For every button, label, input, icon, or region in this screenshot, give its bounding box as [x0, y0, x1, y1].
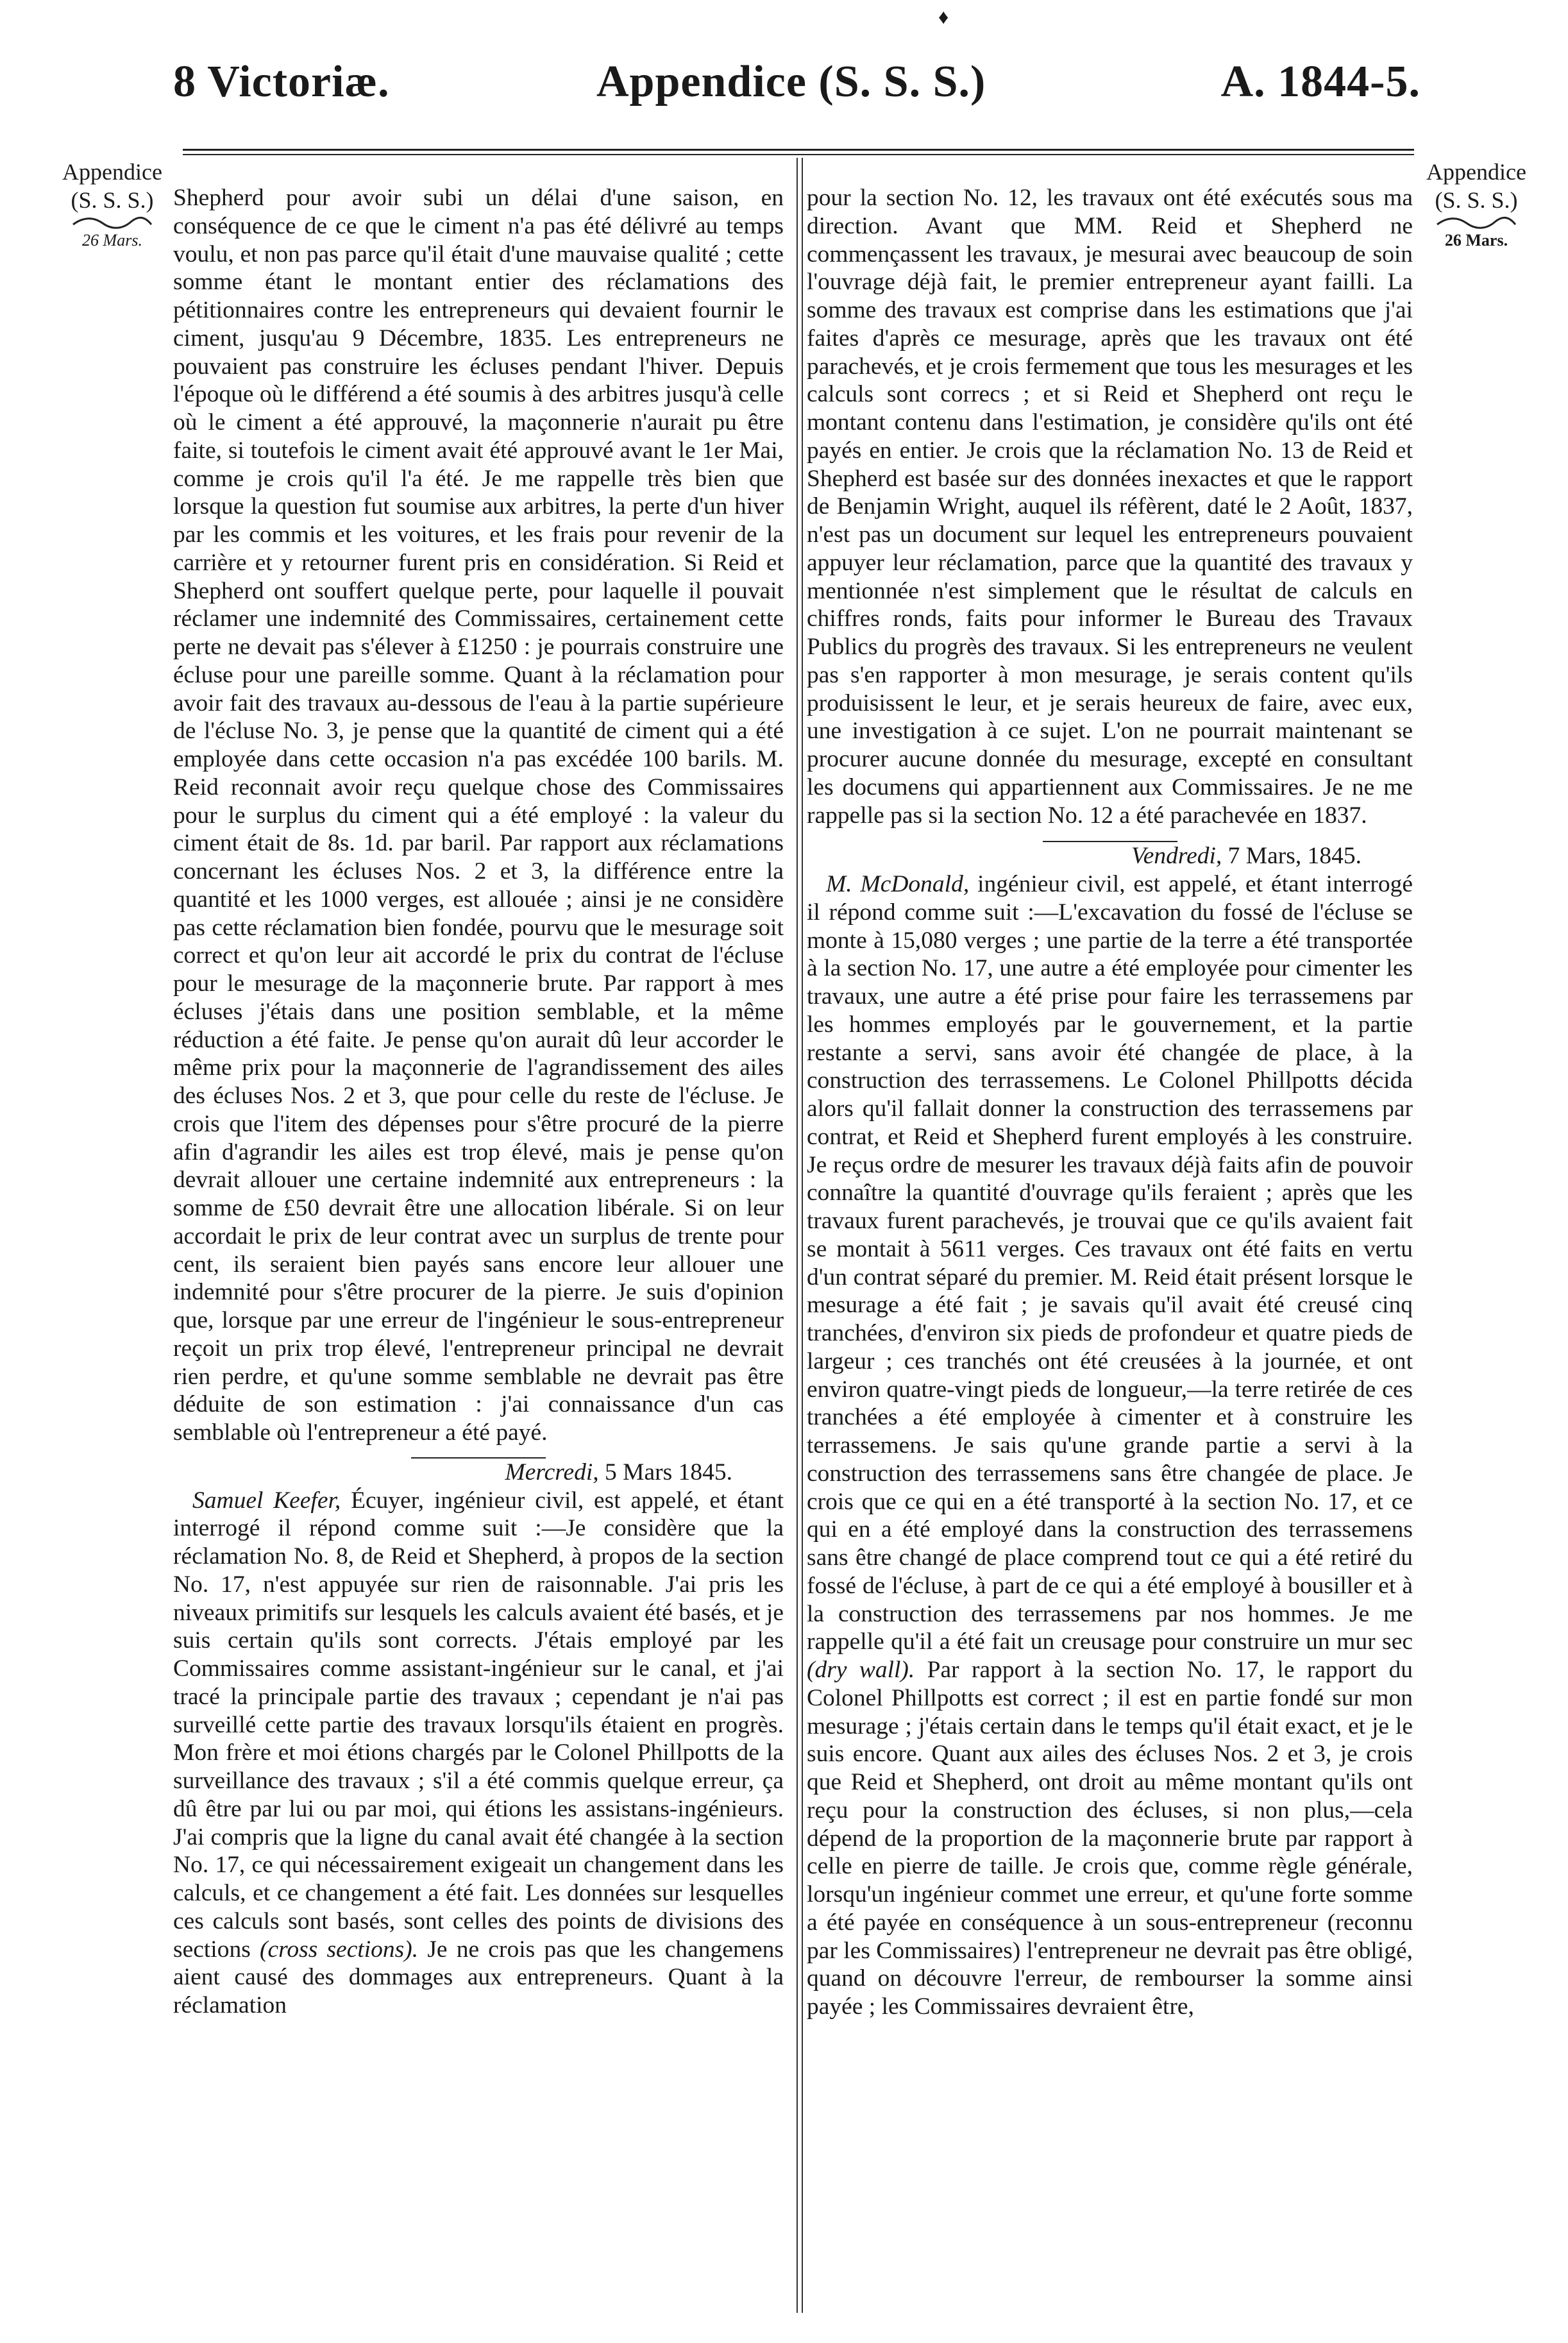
header-rule-thick	[183, 149, 1414, 151]
witness-name: Samuel Keefer,	[192, 1487, 341, 1514]
margin-note-left-date: 26 Mars.	[82, 231, 142, 250]
margin-note-left	[38, 158, 186, 251]
right-column	[807, 184, 1413, 2021]
margin-note-right	[1406, 158, 1547, 251]
right-date-rest: 7 Mars, 1845.	[1227, 843, 1361, 870]
margin-note-left-title: Appendice	[62, 159, 162, 185]
right-paragraph-1: pour la section No. 12, les travaux ont été exécutés sous ma direction. Avant que MM. Reid et Shepherd ne commençassent les travaux, je mesurai avec beaucoup de soin l'ouvrage déjà fait, le premier entrepreneur ayant failli. La somme des travaux est comprise dans les estimations que j'ai faites d'après ce mesurage, après que les travaux ont été parachevés, et je crois fermement que tous les mesurages et les calculs sont correcs ; et si Reid et Shepherd ont reçu le montant contenu dans l'estimation, je considère qu'ils ont été payés en entier. Je crois que la réclamation No. 13 de Reid et Shepherd est basée sur des données inexactes et que le rapport de Benjamin Wright, auquel ils réfèrent, daté le 2 Août, 1837, n'est pas un document sur lequel les entrepreneurs pouvaient appuyer leur réclamation, parce que la quantité des travaux y mentionnée n'est simplement que le résultat de calculs en chiffres ronds, faits pour informer le Bureau des Travaux Publics du progrès des travaux. Si les entrepreneurs ne veulent pas s'en rapporter à mon mesurage, je serais content qu'ils produisissent le leur, et je serais heureux de faire, avec eux, une investigation à ce sujet. L'on ne pourrait maintenant se procurer aucune donnée du mesurage, excepté en consultant les documens qui appartiennent aux Commissaires. Je ne me rappelle pas si la section No. 12 a été parachevée en 1837.	[807, 185, 1413, 829]
left-paragraph-2-text: Écuyer, ingénieur civil, est appelé, et étant interrogé il répond comme suit :—Je considère que la réclamation No. 8, de Reid et Shepherd, à propos de la section No. 17, n'est appuyée sur rien de raisonnable. J'ai pris les niveaux primitifs sur lesquels les calculs avaient été basés, et je suis certain qu'ils sont corrects. J'étais employé par les Commissaires comme assistant-ingénieur sur le canal, et j'ai tracé la principale partie des travaux ; cependant je n'ai pas surveillé cette partie des travaux lorsqu'ils étaient en progrès. Mon frère et moi étions chargés par le Colonel Phillpotts de la surveillance des travaux ; s'il a été commis quelque erreur, ça dû être par lui ou par moi, qui étions les assistans-ingénieurs. J'ai compris que la ligne du canal avait été changée à la section No. 17, ce qui nécessairement exigeait un changement dans les calculs, et ce changement a été fait. Les données sur lesquelles ces calculs sont basés, sont celles des points de divisions des sections	[173, 1487, 784, 1963]
right-paragraph-2-end: Par rapport à la section No. 17, le rapport du Colonel Phillpotts est correct ; il est en partie fondé sur mon mesurage ; j'étais certain dans le temps qu'il était exact, et je le suis encore. Quant aux ailes des écluses Nos. 2 et 3, je crois que Reid et Shepherd, ont droit au même montant qu'ils ont reçu pour la construction des écluses, si non plus,—cela dépend de la proportion de la maçonnerie brute par rapport à celle en pierre de taille. Je crois que, comme règle générale, lorsqu'un ingénieur commet une erreur, et qu'une forte somme a été payée en conséquence à un sous-entrepreneur (reconnu par les Commissaires) l'entrepreneur ne devrait pas être obligé, quand on découvre l'erreur, de rembourser la somme ainsi payée ; les Commissaires devraient être,	[807, 1657, 1413, 2020]
right-date-heading	[807, 842, 1413, 870]
right-paragraph-2	[807, 870, 1413, 2021]
margin-note-right-ref: (S. S. S.)	[1435, 187, 1518, 213]
left-date-day: Mercredi,	[505, 1459, 599, 1485]
left-date-heading	[173, 1459, 784, 1487]
margin-note-right-title: Appendice	[1426, 159, 1526, 185]
header-rule-thin	[183, 154, 1414, 155]
header-center: Appendice (S. S. S.)	[596, 57, 986, 106]
left-italic-term: (cross sections).	[260, 1936, 419, 1963]
right-italic-term: (dry wall).	[807, 1657, 915, 1683]
right-paragraph-2-text: ingénieur civil, est appelé, et étant interrogé il répond comme suit :—L'excavation du fossé de l'écluse se monte à 15,080 verges ; une partie de la terre a été transportée à la section No. 17, une autre a été employée pour cimenter les travaux, une autre a été prise pour faire les terrassemens par les hommes employés par le gouvernement, et la partie restante a servi, sans avoir été changée de place, à la construction des terrassemens. Le Colonel Phillpotts décida alors qu'il fallait donner la construction des terrassemens par contrat, et Reid et Shepherd furent employés à les construire. Je reçus ordre de mesurer les travaux déjà faits afin de pouvoir connaître la quantité d'ouvrage qu'ils feraient ; après que les travaux furent parachevés, je trouvai que ce qu'ils avaient fait se montait à 5611 verges. Ces travaux ont été faits en vertu d'un contrat séparé du premier. M. Reid était présent lorsque le mesurage a été fait ; je savais qu'il avait été creusé cinq tranchées, d'environ six pieds de profondeur et quatre pieds de largeur ; ces tranchés ont été creusées à la journée, et ont environ quatre-vingt pieds de longueur,—la terre retirée de ces tranchées a été employée à cimenter et à construire les terrassemens. Je sais qu'une grande partie a servi à la construction des terrassemens sans être changée de place. Je crois que ce qui en a été transporté à la section No. 17, et ce qui en a été employé dans la construction des terrassemens sans être changé de place comprend tout ce qui a été retiré du fossé de l'écluse, à part de ce qui a été employé à bousiller et à la construction des terrassemens par nos hommes. Je me rappelle qu'il a été fait un creusage pour construire un mur sec	[807, 871, 1413, 1655]
left-column	[173, 184, 784, 2020]
witness-name: M. McDonald,	[826, 871, 970, 897]
header-left: 8 Victoriæ.	[173, 57, 390, 106]
right-date-day: Vendredi,	[1131, 843, 1222, 870]
flourish-icon	[71, 216, 154, 230]
left-date-rest: 5 Mars 1845.	[605, 1459, 732, 1485]
column-divider-left	[797, 158, 798, 2313]
margin-note-left-ref: (S. S. S.)	[71, 187, 154, 213]
left-paragraph-2-end: Je ne crois pas que les changemens aient causé des dommages aux entrepreneurs. Quant à la réclamation	[173, 1936, 784, 2018]
left-paragraph-1: Shepherd pour avoir subi un délai d'une saison, en conséquence de ce que le ciment n'a pas été délivré au temps voulu, et non pas parce qu'il était d'une mauvaise qualité ; cette somme étant le montant entier des réclamations des pétitionnaires contre les entrepreneurs qui devaient fournir le ciment, jusqu'au 9 Décembre, 1835. Les entrepreneurs ne pouvaient pas construire les écluses pendant l'hiver. Depuis l'époque où le différend a été soumis à des arbitres jusqu'à celle où le ciment a été approuvé, la maçonnerie n'aurait pu être faite, si toutefois le ciment avait été approuvé avant le 1er Mai, comme je crois qu'il l'a été. Je me rappelle très bien que lorsque la question fut soumise aux arbitres, la perte d'un hiver par les commis et les voitures, et les frais pour revenir de la carrière et y retourner furent pris en considération. Si Reid et Shepherd ont souffert quelque perte, pour laquelle il pouvait réclamer une indemnité des Commissaires, certainement cette perte ne devait pas s'élever à £1250 : je pourrais construire une écluse pour une pareille somme. Quant à la réclamation pour avoir fait des travaux au-dessous de l'eau à la partie supérieure de l'écluse No. 3, je pense que la quantité de ciment qui a été employée dans cette occasion n'a pas excédée 100 barils. M. Reid reconnait avoir reçu quelque chose des Commissaires pour le surplus du ciment qui a été employé : la valeur du ciment était de 8s. 1d. par baril. Par rapport aux réclamations concernant les écluses Nos. 2 et 3, la différence entre la quantité et les 1000 verges, est allouée ; ainsi je ne considère pas cette réclamation bien fondée, pourvu que le mesurage soit correct et qu'on leur ait accordé le prix du contrat de l'écluse pour le mesurage de la maçonnerie brute. Par rapport à mes écluses j'étais dans une position semblable, et la même réduction a été faite. Je pense qu'on aurait dû leur accorder le même prix pour la maçonnerie de l'agrandissement des ailes des écluses Nos. 2 et 3, que pour celle du reste de l'écluse. Je crois que l'item des dépenses pour s'être procuré de la pierre afin d'agrandir les ailes est trop élevé, mais je pense qu'on devrait allouer une certaine indemnité aux entrepreneurs : la somme de £50 devrait être une allocation libérale. Si on leur accordait le prix de leur contrat avec un surplus de trente pour cent, ils seraient bien payés sans encore leur allouer une indemnité pour s'être procurer de la pierre. Je suis d'opinion que, lorsque par une erreur de l'ingénieur le sous-entrepreneur reçoit un prix trop élevé, l'entrepreneur principal ne devrait rien perdre, et qu'une somme semblable ne devrait pas être déduite de son estimation : j'ai connaissance d'un cas semblable où l'entrepreneur a été payé.	[173, 185, 784, 1446]
page-header	[173, 56, 1420, 114]
margin-note-right-date: 26 Mars.	[1444, 231, 1508, 250]
ink-mark-icon: ♦	[938, 5, 949, 28]
header-right: A. 1844-5.	[1220, 57, 1420, 106]
left-paragraph-2	[173, 1487, 784, 2020]
flourish-icon	[1435, 216, 1518, 230]
column-divider-right	[802, 158, 803, 2313]
